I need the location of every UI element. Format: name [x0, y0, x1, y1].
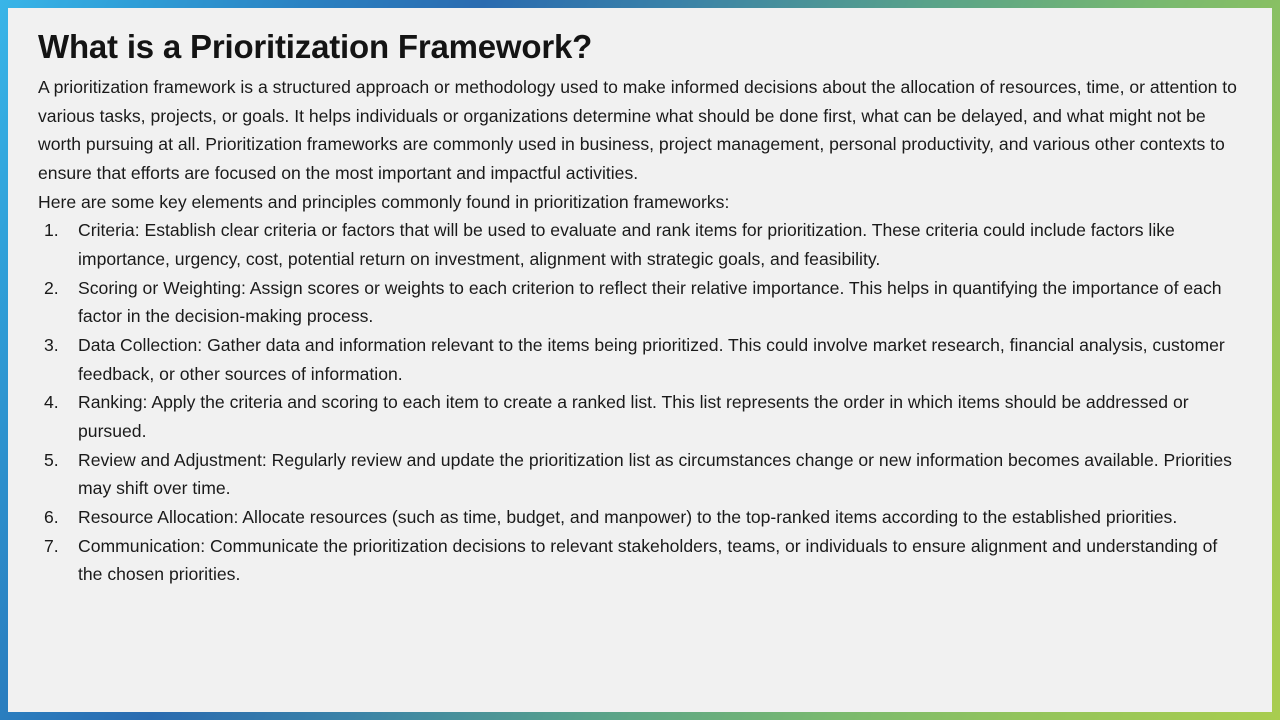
- list-item: Communication: Communicate the prioritization decisions to relevant stakeholders, teams, or individuals to ensure alignment and understanding of the chosen priorities.: [78, 535, 1218, 585]
- list-item: Scoring or Weighting: Assign scores or weights to each criterion to reflect their relative importance. This helps in quantifying the importance of each factor in the decision-making process.: [78, 277, 1222, 327]
- list-item: Review and Adjustment: Regularly review and update the prioritization list as circumstances change or new information becomes available. Priorities may shift over time.: [78, 449, 1232, 499]
- list-item: Criteria: Establish clear criteria or factors that will be used to evaluate and rank items for prioritization. These criteria could include factors like importance, urgency, cost, potential return on investment, alignment with strategic goals, and feasibility.: [78, 220, 1175, 269]
- page-title: What is a Prioritization Framework?: [38, 28, 593, 65]
- list-item: Ranking: Apply the criteria and scoring to each item to create a ranked list. This list represents the order in which items should be addressed or pursued.: [78, 392, 1189, 441]
- list-item: Data Collection: Gather data and information relevant to the items being prioritized. This could involve market research, financial analysis, customer feedback, or other sources of information.: [78, 334, 1225, 384]
- key-elements-list: [38, 216, 1242, 589]
- slide-content: [8, 8, 1272, 712]
- lead-in-paragraph: Here are some key elements and principles commonly found in prioritization frameworks:: [38, 191, 730, 212]
- list-item: Resource Allocation: Allocate resources (such as time, budget, and manpower) to the top-ranked items according to the established priorities.: [78, 507, 1178, 528]
- intro-paragraph: A prioritization framework is a structured approach or methodology used to make informed decisions about the allocation of resources, time, or attention to various tasks, projects, or goals. It helps individuals or organizations determine what should be done first, what can be delayed, and what might not be worth pursuing at all. Prioritization frameworks are commonly used in business, project management, personal productivity, and various other contexts to ensure that efforts are focused on the most important and impactful activities.: [38, 76, 1237, 183]
- slide-body: [38, 73, 1242, 589]
